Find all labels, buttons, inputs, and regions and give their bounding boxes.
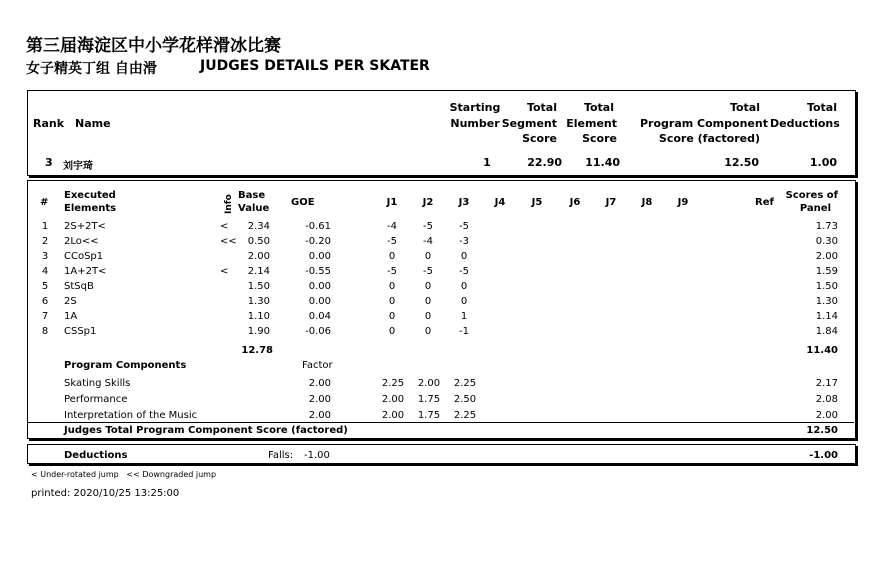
- element-row-6-element: 2S: [64, 296, 77, 307]
- element-row-7-goe: 0.04: [308, 311, 331, 322]
- element-row-3-goe: 0.00: [308, 251, 331, 262]
- num-header: #: [40, 197, 49, 208]
- tss-header-3: Score: [522, 132, 557, 145]
- j7-header: J7: [605, 197, 617, 208]
- falls-value: -1.00: [304, 450, 330, 461]
- element-row-8-j3: -1: [459, 326, 469, 337]
- component-row-2-j1: 2.00: [381, 394, 405, 405]
- component-row-2-j2: 1.75: [417, 394, 441, 405]
- element-row-6-base: 1.30: [247, 296, 270, 307]
- component-row-3-j1: 2.00: [381, 410, 405, 421]
- starting-number-header: Starting: [449, 101, 501, 114]
- element-row-7-j2: 0: [424, 311, 432, 322]
- element-row-1-num: 1: [41, 221, 49, 232]
- component-row-1-factor: 2.00: [308, 378, 331, 389]
- element-row-4-j2: -5: [423, 266, 433, 277]
- j5-header: J5: [531, 197, 543, 208]
- legend-under-symbol: <: [31, 470, 38, 479]
- element-row-2-num: 2: [41, 236, 49, 247]
- skater-deductions: 1.00: [809, 156, 837, 169]
- component-row-2-j3: 2.50: [453, 394, 477, 405]
- element-row-5-j3: 0: [460, 281, 468, 292]
- deductions-total: -1.00: [809, 450, 838, 461]
- skater-tes: 11.40: [585, 156, 620, 169]
- base-total: 12.78: [241, 345, 273, 356]
- skater-tss: 22.90: [527, 156, 562, 169]
- element-row-3-base: 2.00: [247, 251, 270, 262]
- skater-starting-number: 1: [483, 156, 491, 169]
- component-row-3-j3: 2.25: [453, 410, 477, 421]
- element-row-5-score: 1.50: [815, 281, 838, 292]
- deductions-header-1: Total: [806, 101, 837, 114]
- tss-header-2: Segment: [501, 117, 557, 130]
- element-row-3-j2: 0: [424, 251, 432, 262]
- element-row-5-element: StSqB: [64, 281, 94, 292]
- deductions-header-2: Deductions: [770, 117, 840, 130]
- pcs-header-2: Program Component: [640, 117, 768, 130]
- tes-header-3: Score: [582, 132, 617, 145]
- j1-header: J1: [386, 197, 398, 208]
- tes-header-1: Total: [583, 101, 614, 114]
- element-row-8-base: 1.90: [247, 326, 270, 337]
- element-row-1-j3: -5: [459, 221, 469, 232]
- element-row-4-info: <: [220, 266, 229, 277]
- element-row-3-score: 2.00: [815, 251, 838, 262]
- name-header: Name: [75, 117, 111, 130]
- legend: [31, 470, 216, 479]
- sop-header-1: Scores of: [785, 190, 838, 201]
- j9-header: J9: [677, 197, 689, 208]
- falls-label: Falls:: [268, 450, 294, 461]
- element-row-6-score: 1.30: [815, 296, 838, 307]
- sop-header-2: Panel: [799, 203, 831, 214]
- j8-header: J8: [641, 197, 653, 208]
- element-row-8-j1: 0: [388, 326, 396, 337]
- element-row-1-element: 2S+2T<: [64, 221, 106, 232]
- element-row-3-num: 3: [41, 251, 49, 262]
- element-row-8-j2: 0: [424, 326, 432, 337]
- competition-title: 第三届海淀区中小学花样滑冰比赛: [26, 36, 281, 56]
- element-row-1-j2: -5: [423, 221, 433, 232]
- component-row-1-j3: 2.25: [453, 378, 477, 389]
- element-row-4-num: 4: [41, 266, 49, 277]
- legend-under-text: Under-rotated jump: [40, 470, 119, 479]
- element-row-1-info: <: [220, 221, 229, 232]
- starting-number-header-2: Number: [450, 117, 500, 130]
- element-row-5-num: 5: [41, 281, 49, 292]
- component-row-1-j2: 2.00: [417, 378, 441, 389]
- component-row-3-j2: 1.75: [417, 410, 441, 421]
- element-row-2-j2: -4: [423, 236, 433, 247]
- tss-header-1: Total: [526, 101, 557, 114]
- component-row-2-score: 2.08: [815, 394, 838, 405]
- element-row-4-score: 1.59: [815, 266, 838, 277]
- component-row-2-name: Performance: [64, 394, 128, 405]
- components-total-label: Judges Total Program Component Score (factored): [64, 425, 348, 436]
- element-row-2-score: 0.30: [815, 236, 838, 247]
- element-row-6-j1: 0: [388, 296, 396, 307]
- info-header: Info: [224, 194, 234, 214]
- element-row-7-element: 1A: [64, 311, 78, 322]
- element-row-2-info: <<: [220, 236, 237, 247]
- element-row-1-base: 2.34: [247, 221, 270, 232]
- deductions-label: Deductions: [64, 450, 128, 461]
- base-header-2: Value: [238, 203, 270, 214]
- element-row-7-base: 1.10: [247, 311, 270, 322]
- j6-header: J6: [569, 197, 581, 208]
- element-row-4-goe: -0.55: [305, 266, 331, 277]
- element-row-2-j3: -3: [459, 236, 469, 247]
- element-row-4-element: 1A+2T<: [64, 266, 107, 277]
- element-row-1-goe: -0.61: [305, 221, 331, 232]
- components-divider: [28, 422, 854, 423]
- element-row-6-j3: 0: [460, 296, 468, 307]
- element-row-5-j2: 0: [424, 281, 432, 292]
- j2-header: J2: [422, 197, 434, 208]
- component-row-3-factor: 2.00: [308, 410, 331, 421]
- element-row-8-score: 1.84: [815, 326, 838, 337]
- element-row-5-goe: 0.00: [308, 281, 331, 292]
- components-total: 12.50: [806, 425, 838, 436]
- element-row-6-num: 6: [41, 296, 49, 307]
- element-row-4-j1: -5: [387, 266, 397, 277]
- element-row-3-j1: 0: [388, 251, 396, 262]
- skater-name: 刘宇琦: [63, 161, 93, 172]
- report-title: JUDGES DETAILS PER SKATER: [200, 58, 430, 74]
- element-row-4-base: 2.14: [247, 266, 270, 277]
- j4-header: J4: [494, 197, 506, 208]
- element-row-2-goe: -0.20: [305, 236, 331, 247]
- tes-header-2: Element: [566, 117, 617, 130]
- element-row-3-j3: 0: [460, 251, 468, 262]
- executed-header-1: Executed: [64, 190, 116, 201]
- components-title: Program Components: [64, 360, 187, 371]
- element-row-2-j1: -5: [387, 236, 397, 247]
- component-row-1-j1: 2.25: [381, 378, 405, 389]
- element-row-8-num: 8: [41, 326, 49, 337]
- category-title: 女子精英丁组 自由滑: [26, 61, 157, 77]
- element-row-6-goe: 0.00: [308, 296, 331, 307]
- component-row-3-name: Interpretation of the Music: [64, 410, 198, 421]
- legend-down-symbol: <<: [126, 470, 140, 479]
- component-row-2-factor: 2.00: [308, 394, 331, 405]
- elements-total: 11.40: [806, 345, 838, 356]
- element-row-6-j2: 0: [424, 296, 432, 307]
- j3-header: J3: [458, 197, 470, 208]
- element-row-7-num: 7: [41, 311, 49, 322]
- pcs-header-1: Total: [729, 101, 760, 114]
- goe-header: GOE: [291, 197, 315, 208]
- legend-down-text: Downgraded jump: [142, 470, 217, 479]
- element-row-5-j1: 0: [388, 281, 396, 292]
- component-row-1-score: 2.17: [815, 378, 838, 389]
- component-row-1-name: Skating Skills: [64, 378, 131, 389]
- skater-pcs: 12.50: [724, 156, 759, 169]
- skater-rank: 3: [45, 156, 53, 169]
- element-row-7-j3: 1: [460, 311, 468, 322]
- element-row-3-element: CCoSp1: [64, 251, 104, 262]
- deductions-box: [27, 444, 856, 464]
- printed-timestamp: printed: 2020/10/25 13:25:00: [31, 488, 180, 499]
- executed-header-2: Elements: [64, 203, 117, 214]
- element-row-1-score: 1.73: [815, 221, 838, 232]
- pcs-header-3: Score (factored): [658, 132, 760, 145]
- rank-header: Rank: [33, 117, 65, 130]
- element-row-8-element: CSSp1: [64, 326, 97, 337]
- element-row-1-j1: -4: [387, 221, 397, 232]
- element-row-2-base: 0.50: [247, 236, 270, 247]
- element-row-7-score: 1.14: [815, 311, 838, 322]
- element-row-7-j1: 0: [388, 311, 396, 322]
- element-row-4-j3: -5: [459, 266, 469, 277]
- ref-header: Ref: [755, 197, 774, 208]
- factor-header: Factor: [302, 360, 333, 371]
- component-row-3-score: 2.00: [815, 410, 838, 421]
- element-row-8-goe: -0.06: [305, 326, 331, 337]
- base-header-1: Base: [238, 190, 266, 201]
- element-row-2-element: 2Lo<<: [64, 236, 99, 247]
- element-row-5-base: 1.50: [247, 281, 270, 292]
